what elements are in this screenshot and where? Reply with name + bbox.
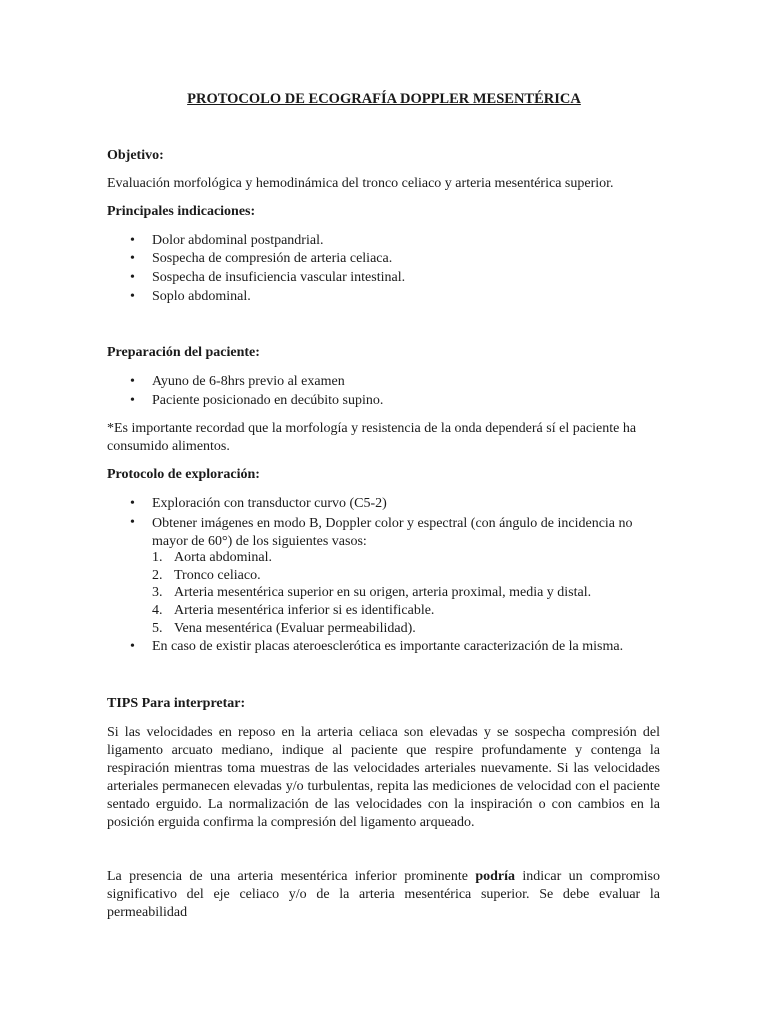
- vessel-item-4: 4. Arteria mesentérica inferior si es identificable.: [152, 603, 435, 618]
- objetivo-text: Evaluación morfológica y hemodinámica del tronco celiaco y arteria mesentérica superior.: [107, 176, 614, 191]
- tips-heading: TIPS Para interpretar:: [107, 696, 246, 711]
- objetivo-heading: Objetivo:: [107, 148, 164, 163]
- tips-paragraph-2: La presencia de una arteria mesentérica inferior prominente podría indicar un compromiso significativo del eje celiaco y/o de la arteria mesentérica superior. Se debe evaluar la permeabilidad: [107, 869, 660, 920]
- vessel-item-2: 2. Tronco celiaco.: [152, 568, 261, 583]
- indicaciones-heading: Principales indicaciones:: [107, 204, 256, 219]
- preparacion-note-line2: consumido alimentos.: [107, 439, 230, 454]
- vessel-item-1: 1. Aorta abdominal.: [152, 550, 272, 565]
- document-title: PROTOCOLO DE ECOGRAFÍA DOPPLER MESENTÉRICA: [187, 91, 581, 107]
- vessel-item-3: 3. Arteria mesentérica superior en su origen, arteria proximal, media y distal.: [152, 585, 592, 600]
- preparacion-heading: Preparación del paciente:: [107, 345, 260, 360]
- vessel-item-5: 5. Vena mesentérica (Evaluar permeabilidad).: [152, 621, 416, 636]
- document-page: PROTOCOLO DE ECOGRAFÍA DOPPLER MESENTÉRICA Objetivo: Evaluación morfológica y hemodinámica del tronco celiaco y arteria mesentérica superior. Principales indicaciones: • Dolor abdominal postpandrial. • Sospecha de compresión de arteria celiaca. • Sospecha de insuficiencia vascular intestinal. • Soplo abdominal. Preparación del paciente: • Ayuno de 6-8hrs previo al examen • Paciente posicionado en decúbito supino. *Es importante recordad que la morfología y resistencia de la onda dependerá sí el paciente ha consumido alimentos. Protocolo de exploración: • Exploración con transductor curvo (C5-2) • Obtener imágenes en modo B, Doppler color y espectral (con ángulo de incidencia no mayor de 60°) de los siguientes vasos: 1. Aorta abdominal. 2. Tronco celiaco. 3. Arteria mesentérica superior en su origen, arteria proximal, media y distal. 4. Arteria mesentérica inferior si es identificable. 5. Vena mesentérica (Evaluar permeabilidad). • En caso de existir placas ateroesclerótica es importante caracterización de la misma. TIPS Para interpretar: Si las velocidades en reposo en la arteria celiaca son elevadas y se sospecha compresión del ligamento arcuato mediano, indique al paciente que respire profundamente y contenga la respiración mientras toma muestras de las velocidades arteriales nuevamente. Si las velocidades arteriales permanecen elevadas y/o turbulentas, repita las mediciones de velocidad con el paciente sentado erguido. La normalización de las velocidades con la inspiración o con cambios en la posición erguida confirma la compresión del ligamento arqueado. La presencia de una arteria mesentérica inferior prominente podría indicar un compromiso significativo del eje celiaco y/o de la arteria mesentérica superior. Se debe evaluar la permeabilidad: [0, 0, 768, 1024]
- protocolo-heading: Protocolo de exploración:: [107, 467, 260, 482]
- tips-paragraph: Si las velocidades en reposo en la arteria celiaca son elevadas y se sospecha compresión del ligamento arcuato mediano, indique al paciente que respire profundamente y contenga la respiración mientras toma muestras de las velocidades arteriales nuevamente. Si las velocidades arteriales permanecen elevadas y/o turbulentas, repita las mediciones de velocidad con el paciente sentado erguido. La normalización de las velocidades con la inspiración o con cambios en la posición erguida confirma la compresión del ligamento arqueado.: [107, 725, 660, 830]
- preparacion-note-line1: *Es importante recordad que la morfología y resistencia de la onda dependerá sí el paciente ha: [107, 421, 637, 436]
- protocolo-bullet-2-text: Obtener imágenes en modo B, Doppler color y espectral (con ángulo de incidencia no mayor de 60°) de los siguientes vasos:: [152, 516, 633, 549]
